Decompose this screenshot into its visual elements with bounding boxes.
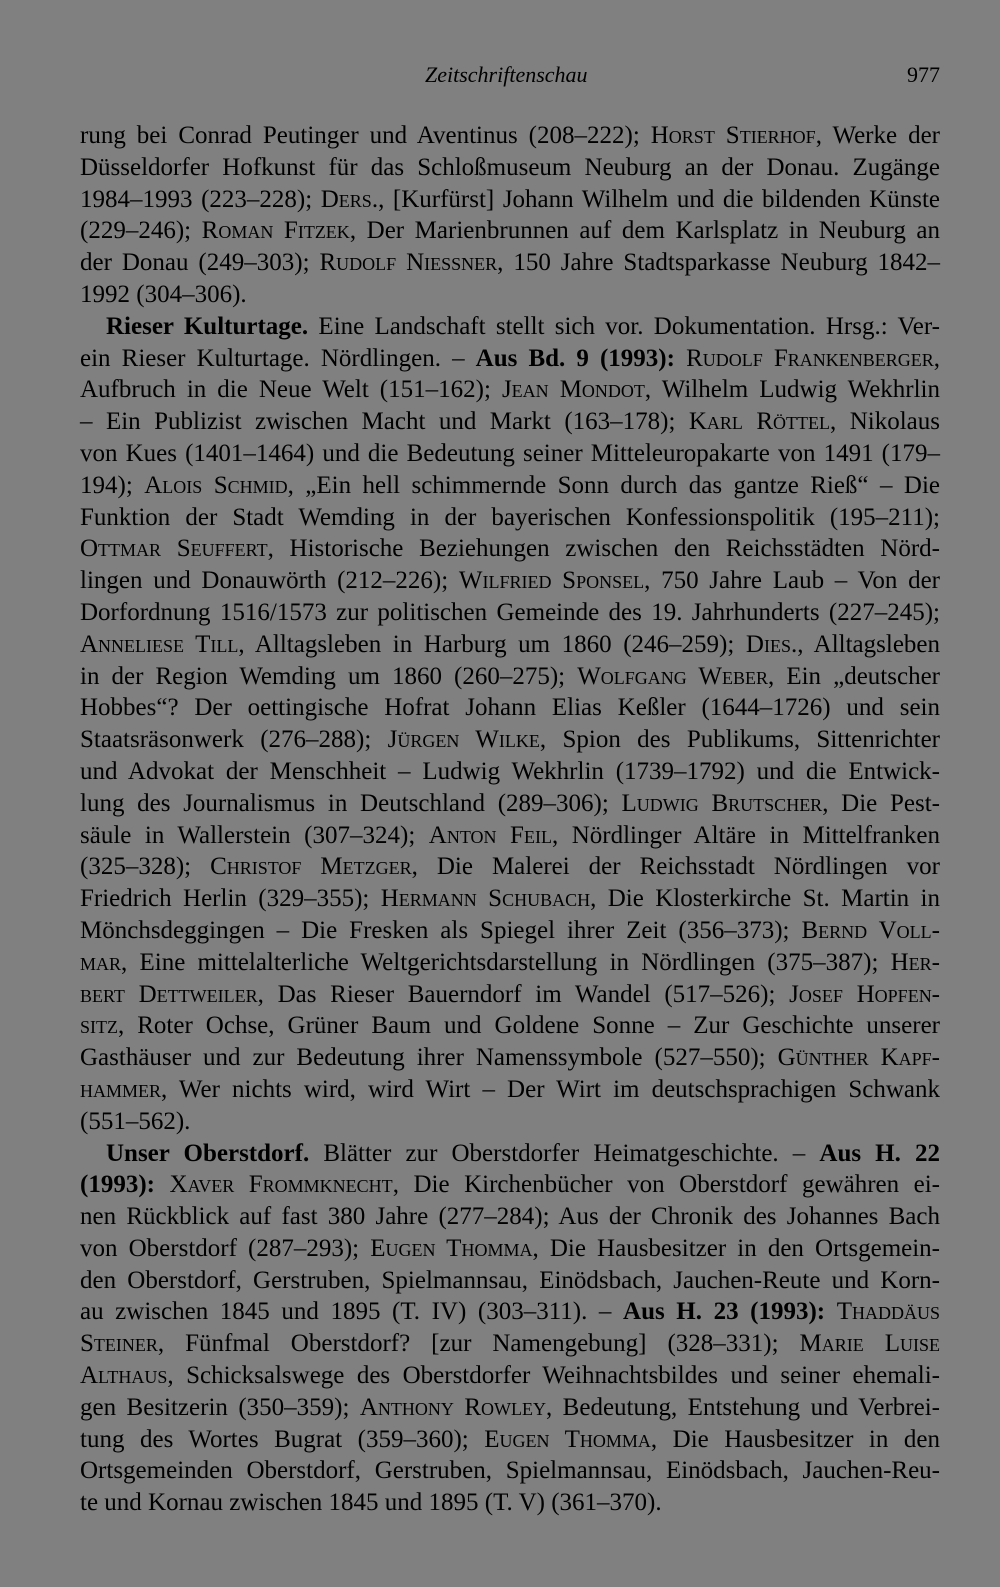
- author-name: Jürgen Wilke: [387, 726, 540, 754]
- author-name: Alois Schmid: [144, 471, 288, 499]
- author-name: Anneliese Till: [80, 630, 239, 658]
- bold-heading: Aus H. 23 (1993):: [623, 1298, 826, 1326]
- text-run: , Nördlinger Altäre in Mittelfranken: [551, 821, 940, 849]
- text-run: , Die Kirchenbücher von Oberstdorf gewähren ei-: [392, 1171, 941, 1199]
- author-name: Ders.: [320, 185, 379, 213]
- document-page: [80, 0, 940, 1587]
- text-run: Ortsgemeinden Oberstdorf, Gerstruben, Spielmannsau, Einödsbach, Jauchen-Reu-: [80, 1457, 940, 1485]
- author-name: Rudolf Frankenberger: [686, 344, 934, 372]
- author-name: Wilfried Sponsel: [458, 567, 645, 595]
- bold-heading: Aus H. 22: [819, 1139, 940, 1167]
- text-line: [80, 1328, 940, 1360]
- author-name: Günther Kapf-: [777, 1044, 941, 1072]
- author-name: Thaddäus: [836, 1298, 941, 1326]
- text-line: [80, 1487, 940, 1519]
- text-run: von Kues (1401–1464) und die Bedeutung seiner Mitteleuropakarte von 1491 (179–: [80, 439, 940, 467]
- text-run: Funktion der Stadt Wemding in der bayerischen Konfessionspolitik (195–211);: [80, 503, 940, 531]
- author-name: mar: [80, 948, 122, 976]
- text-run: , Roter Ochse, Grüner Baum und Goldene Sonne – Zur Geschichte unserer: [118, 1012, 940, 1040]
- author-name: Christof Metzger: [210, 853, 412, 881]
- text-line: [80, 947, 940, 979]
- text-run: tung des Wortes Bugrat (359–360);: [80, 1425, 485, 1453]
- text-run: , Das Rieser Bauerndorf im Wandel (517–526);: [257, 980, 790, 1008]
- text-run: [825, 1298, 837, 1325]
- text-run: , Die Klosterkirche St. Martin in: [590, 885, 940, 913]
- text-run: au zwischen 1845 und 1895 (T. IV) (303–311). –: [80, 1298, 624, 1326]
- text-run: , Alltagsleben in Harburg um 1860 (246–259);: [238, 630, 746, 658]
- text-line: [80, 1138, 940, 1170]
- text-run: in der Region Wemding um 1860 (260–275);: [80, 662, 578, 690]
- author-name: Anthony Rowley: [359, 1393, 546, 1421]
- text-run: , Historische Beziehungen zwischen den Reichsstädten Nörd-: [267, 535, 940, 563]
- text-line: [80, 120, 940, 152]
- author-name: Ludwig Brutscher: [621, 789, 823, 817]
- author-name: Steiner: [80, 1330, 158, 1358]
- author-name: sitz: [80, 1012, 118, 1040]
- text-run: , Die Hausbesitzer in den Ortsgemein-: [532, 1234, 941, 1262]
- bold-heading: Rieser Kulturtage.: [106, 312, 309, 340]
- text-line: [80, 692, 940, 724]
- bold-heading: Aus Bd. 9 (1993):: [475, 344, 675, 372]
- text-run: rung bei Conrad Peutinger und Aventinus (208–222);: [80, 122, 651, 149]
- text-line: [80, 724, 940, 756]
- text-line: [80, 438, 940, 470]
- author-name: Wolfgang Weber: [577, 662, 769, 690]
- text-run: – Ein Publizist zwischen Macht und Markt (163–178);: [80, 408, 689, 436]
- text-line: [80, 1392, 940, 1424]
- bold-heading: Unser Oberstdorf.: [106, 1139, 310, 1167]
- text-line: [80, 279, 940, 311]
- text-run: der Donau (249–303);: [80, 249, 320, 277]
- text-line: [80, 1042, 940, 1074]
- author-name: bert Dettweiler: [80, 980, 258, 1008]
- text-run: (229–246);: [80, 217, 202, 245]
- text-run: lung des Journalismus in Deutschland (289–306);: [80, 789, 622, 817]
- author-name: Eugen Thomma: [370, 1234, 533, 1262]
- text-run: , Die Hausbesitzer in den: [650, 1425, 940, 1453]
- text-run: , „Ein hell schimmernde Sonn durch das gantze Rieß“ – Die: [287, 471, 940, 499]
- text-run: gen Besitzerin (350–359);: [80, 1393, 360, 1421]
- text-run: te und Kornau zwischen 1845 und 1895 (T. V) (361–370).: [80, 1489, 662, 1517]
- author-name: Roman Fitzek: [201, 217, 350, 245]
- text-run: (551–562).: [80, 1107, 191, 1135]
- text-run: , Schicksalswege des Oberstdorfer Weihnachtsbildes und seiner ehemali-: [167, 1362, 940, 1390]
- author-name: Karl Röttel: [688, 408, 831, 436]
- text-line: [80, 1010, 940, 1042]
- text-run: , Bedeutung, Entstehung und Verbrei-: [546, 1393, 940, 1421]
- text-run: , Der Marienbrunnen auf dem Karlsplatz in Neuburg an: [349, 217, 940, 245]
- text-run: Düsseldorfer Hofkunst für das Schloßmuseum Neuburg an der Donau. Zugänge: [80, 153, 940, 181]
- author-name: Rudolf Niessner: [319, 249, 498, 277]
- author-name: Ottmar Seuffert: [80, 535, 268, 563]
- text-line: [80, 1265, 940, 1297]
- text-run: , Wer nichts wird, wird Wirt – Der Wirt im deutschsprachigen Schwank: [161, 1075, 940, 1103]
- text-run: Friedrich Herlin (329–355);: [80, 885, 381, 913]
- text-line: [80, 788, 940, 820]
- text-line: [80, 374, 940, 406]
- text-run: Blätter zur Oberstdorfer Heimatgeschichte. –: [309, 1139, 820, 1167]
- text-line: [80, 1201, 940, 1233]
- text-line: [80, 1169, 940, 1201]
- text-run: Aufbruch in die Neue Welt (151–162);: [80, 376, 502, 404]
- text-run: säule in Wallerstein (307–324);: [80, 821, 429, 849]
- running-title: Zeitschriftenschau: [425, 62, 588, 87]
- text-line: [80, 756, 940, 788]
- text-line: [80, 502, 940, 534]
- author-name: Her-: [890, 948, 940, 976]
- running-head: [80, 58, 940, 92]
- author-name: Dies.: [745, 630, 798, 658]
- text-run: lingen und Donauwörth (212–226);: [80, 567, 459, 595]
- text-line: [80, 979, 940, 1011]
- author-name: Xaver Frommknecht: [169, 1171, 393, 1199]
- text-run: den Oberstdorf, Gerstruben, Spielmannsau, Einödsbach, Jauchen-Reute und Korn-: [80, 1266, 940, 1294]
- text-line: [80, 565, 940, 597]
- text-run: , Alltagsleben: [797, 630, 941, 658]
- text-line: [80, 533, 940, 565]
- text-line: [80, 215, 940, 247]
- text-run: Dorfordnung 1516/1573 zur politischen Gemeinde des 19. Jahrhunderts (227–245);: [80, 598, 940, 626]
- author-name: Anton Feil: [428, 821, 552, 849]
- text-run: , Die Pest-: [822, 789, 940, 817]
- text-line: [80, 1296, 940, 1328]
- text-line: [80, 1106, 940, 1138]
- text-run: , Eine mittelalterliche Weltgerichtsdarstellung in Nördlingen (375–387);: [121, 948, 891, 976]
- text-run: Hobbes“? Der oettingische Hofrat Johann Elias Keßler (1644–1726) und sein: [80, 694, 940, 722]
- text-line: [80, 820, 940, 852]
- body-text: [80, 120, 940, 1519]
- text-line: [80, 915, 940, 947]
- text-line: [80, 1074, 940, 1106]
- text-line: [80, 470, 940, 502]
- author-name: Jean Mondot: [501, 376, 645, 404]
- text-run: [155, 1171, 170, 1198]
- text-run: ,: [933, 344, 941, 372]
- text-run: Mönchsdeggingen – Die Fresken als Spiegel ihrer Zeit (356–373);: [80, 916, 802, 944]
- text-run: 1992 (304–306).: [80, 280, 247, 308]
- text-line: [80, 1424, 940, 1456]
- author-name: Horst Stierhof: [650, 122, 816, 149]
- text-run: , Ein „deutscher: [768, 662, 940, 690]
- text-line: [80, 152, 940, 184]
- text-line: [80, 883, 940, 915]
- text-run: 194);: [80, 471, 145, 499]
- text-run: Staatsräsonwerk (276–288);: [80, 726, 388, 754]
- text-run: , 150 Jahre Stadtsparkasse Neuburg 1842–: [497, 249, 940, 277]
- text-line: [80, 1455, 940, 1487]
- text-run: und Advokat der Menschheit – Ludwig Wekhrlin (1739–1792) und die Entwick-: [80, 757, 940, 785]
- text-run: , Spion des Publikums, Sittenrichter: [539, 726, 941, 754]
- text-run: (325–328);: [80, 853, 211, 881]
- text-line: [80, 247, 940, 279]
- author-name: Josef Hopfen-: [789, 980, 941, 1008]
- text-run: 1984–1993 (223–228);: [80, 185, 321, 213]
- text-line: [80, 184, 940, 216]
- text-run: , Nikolaus: [830, 408, 940, 436]
- author-name: Eugen Thomma: [484, 1425, 651, 1453]
- author-name: Bernd Voll-: [801, 916, 940, 944]
- text-line: [80, 406, 940, 438]
- page-number: 977: [907, 62, 940, 87]
- text-line: [80, 629, 940, 661]
- text-line: [80, 1233, 940, 1265]
- text-line: [80, 311, 940, 343]
- author-name: Althaus: [80, 1362, 168, 1390]
- text-run: Eine Landschaft stellt sich vor. Dokumentation. Hrsg.: Ver-: [308, 312, 940, 340]
- text-run: nen Rückblick auf fast 380 Jahre (277–284); Aus der Chronik des Johannes Bach: [80, 1203, 940, 1231]
- bold-heading: (1993):: [80, 1171, 155, 1199]
- text-line: [80, 1360, 940, 1392]
- text-line: [80, 343, 940, 375]
- text-run: , Fünfmal Oberstdorf? [zur Namengebung] (328–331);: [157, 1330, 800, 1358]
- text-line: [80, 661, 940, 693]
- text-line: [80, 851, 940, 883]
- text-run: , Die Malerei der Reichsstadt Nördlingen vor: [411, 853, 940, 881]
- text-line: [80, 597, 940, 629]
- author-name: Hermann Schubach: [380, 885, 591, 913]
- text-run: , 750 Jahre Laub – Von der: [644, 567, 941, 595]
- text-run: , Werke der: [815, 122, 940, 149]
- author-name: hammer: [80, 1075, 162, 1103]
- text-run: von Oberstdorf (287–293);: [80, 1234, 371, 1262]
- text-run: , Wilhelm Ludwig Wekhrlin: [644, 376, 941, 404]
- author-name: Marie Luise: [799, 1330, 940, 1358]
- text-run: , [Kurfürst] Johann Wilhelm und die bildenden Künste: [378, 185, 940, 213]
- text-run: [675, 345, 686, 372]
- text-run: ein Rieser Kulturtage. Nördlingen. –: [80, 344, 476, 372]
- text-run: Gasthäuser und zur Bedeutung ihrer Namenssymbole (527–550);: [80, 1044, 778, 1072]
